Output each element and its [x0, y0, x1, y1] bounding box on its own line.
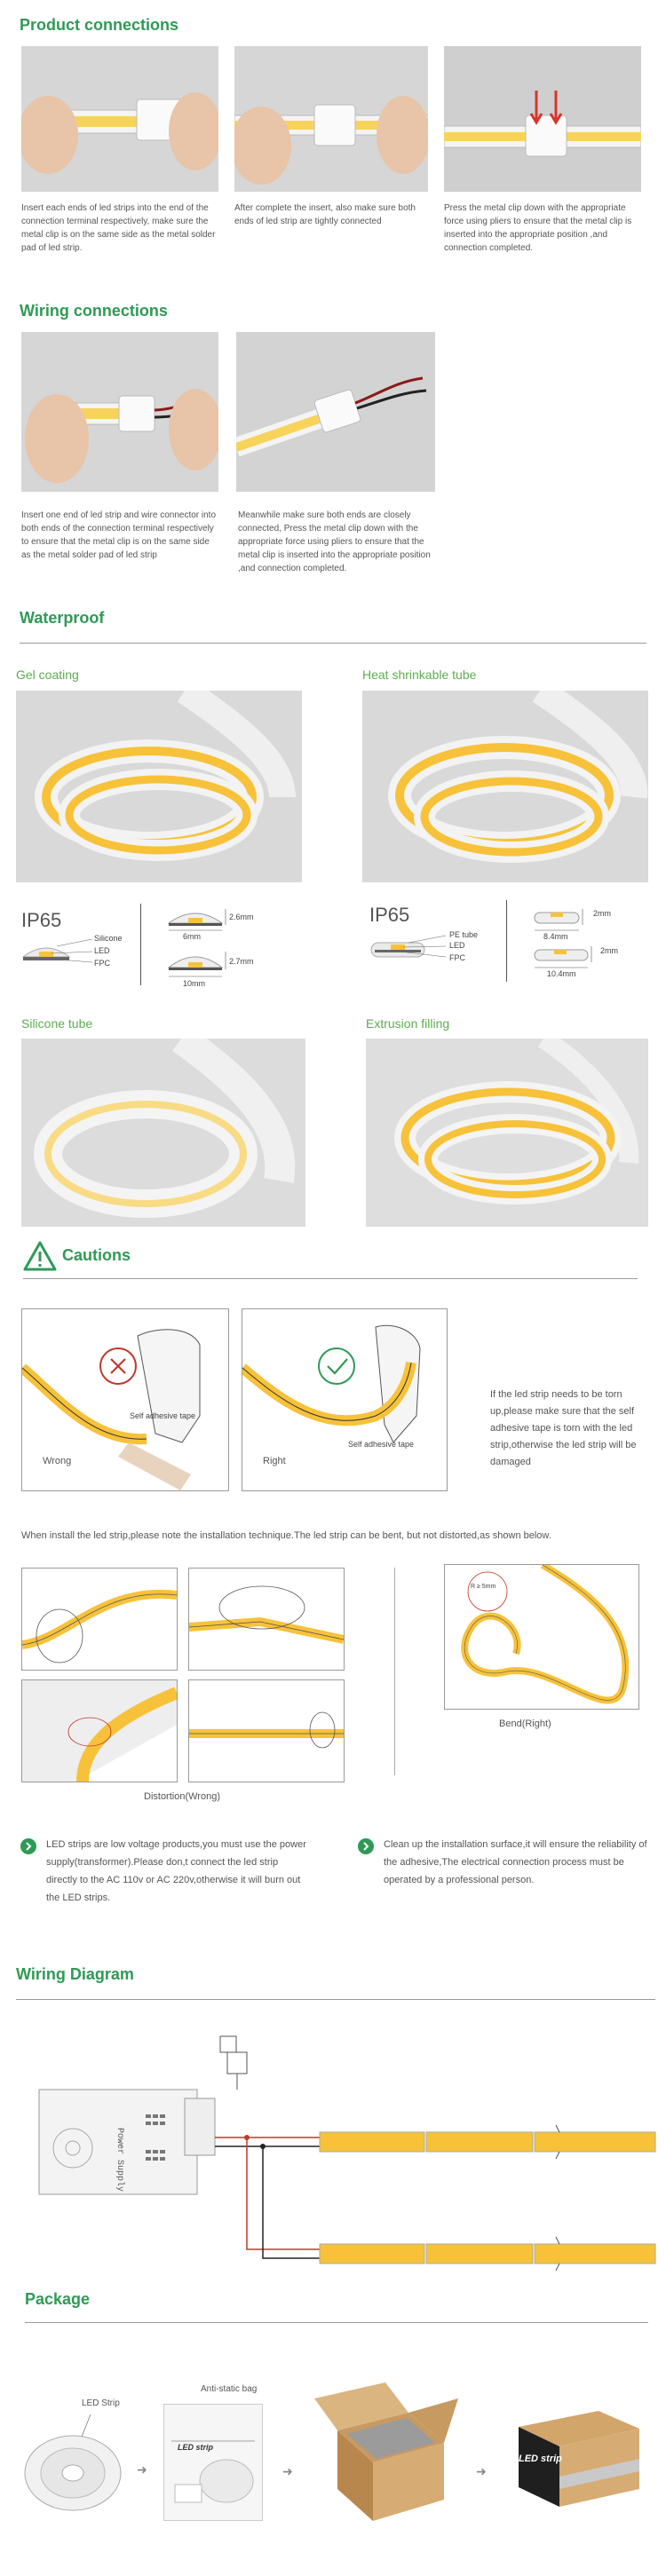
package-title: Package	[25, 2290, 91, 2308]
wiring-diagram	[36, 2033, 657, 2290]
distortion-panel-1	[21, 1568, 178, 1671]
led-reel	[21, 2414, 128, 2512]
gel-layer-fpc: FPC	[94, 959, 110, 968]
product-caption-2: After complete the insert, also make sure both ends of led strip are tightly connected	[234, 203, 416, 226]
package-bag-label: Anti-static bag	[201, 2384, 258, 2394]
gel-dim-width-1: 6mm	[183, 932, 201, 941]
product-caption-1: Insert each ends of led strips into the end of the connection terminal respectively, make sure the metal clip is on the same side as the metal solder pad of led strip.	[21, 203, 216, 253]
box-brand: LED strip	[519, 2454, 562, 2464]
distortion-panel-2	[188, 1568, 345, 1671]
heat-shrink-photo	[362, 691, 648, 882]
silicone-tube-photo	[21, 1039, 305, 1227]
distortion-panel-3	[21, 1679, 178, 1782]
distortion-panel-4	[188, 1679, 345, 1782]
heat-dim-width-1: 8.4mm	[543, 932, 568, 941]
arrow-icon-1: ➜	[137, 2462, 147, 2477]
gel-layer-led: LED	[94, 946, 110, 955]
heat-dim-height-1: 2mm	[593, 909, 611, 918]
tape-right-label: Right	[263, 1456, 286, 1466]
tape-right-adhesive-label: Self adhesive tape	[348, 1440, 415, 1449]
gel-ip-rating: IP65	[21, 909, 62, 931]
wiring-diagram-title: Wiring Diagram	[16, 1965, 134, 1983]
wiring-connections-title: Wiring connections	[20, 302, 168, 320]
heat-divider	[506, 900, 507, 982]
waterproof-title: Waterproof	[20, 609, 105, 627]
distortion-label: Distortion(Wrong)	[144, 1791, 220, 1802]
gel-layer-silicone: Silicone	[94, 934, 123, 943]
waterproof-divider	[20, 643, 646, 644]
wiring-caption-2: Meanwhile make sure both ends are closely connected, Press the metal clip down with the appropriate force using pliers to ensure that the metal clip is inserted into the appropriate position ,and connection completed.	[238, 510, 431, 573]
arrow-icon-2: ➜	[282, 2464, 293, 2478]
torn-note: If the led strip needs to be torn up,please make sure that the self adhesive tape is torn with the led strip,otherwise the led strip will be damaged	[490, 1389, 637, 1467]
tape-wrong-label: Wrong	[43, 1456, 72, 1466]
heat-layer-led: LED	[449, 941, 465, 950]
heat-dim-width-2: 10.4mm	[547, 969, 576, 978]
bullet-2-icon	[357, 1837, 375, 1855]
bend-radius-label: R ≥ 5mm	[471, 1584, 496, 1590]
product-photo-press	[444, 46, 641, 192]
heat-ip-rating: IP65	[369, 904, 410, 926]
heat-layer-fpc: FPC	[449, 953, 465, 962]
package-divider	[25, 2322, 648, 2323]
warning-icon	[23, 1241, 57, 1271]
wiring-photo-connected	[236, 332, 435, 492]
bend-label: Bend(Right)	[499, 1719, 551, 1729]
extrusion-label: Extrusion filling	[366, 1016, 450, 1031]
bullet-2-text: Clean up the installation surface,it will ensure the reliability of the adhesive,The electrical connection process must be operated by a professional person.	[384, 1839, 647, 1885]
product-photo-connected	[234, 46, 428, 192]
tape-wrong-adhesive-label: Self adhesive tape	[130, 1411, 196, 1420]
package-reel-label: LED Strip	[82, 2398, 120, 2408]
heat-shrink-label: Heat shrinkable tube	[362, 668, 477, 682]
distortion-bend-divider	[394, 1568, 395, 1775]
gel-dim-height-2: 2.7mm	[229, 957, 254, 966]
wiring-diagram-divider	[16, 1999, 655, 2000]
bag-brand: LED strip	[178, 2443, 214, 2452]
product-connections-title: Product connections	[20, 16, 179, 34]
gel-coating-label: Gel coating	[16, 668, 79, 682]
anti-static-bag	[163, 2404, 263, 2521]
gel-coating-photo	[16, 691, 302, 882]
heat-dim-height-2: 2mm	[600, 946, 618, 955]
open-box	[311, 2381, 462, 2523]
gel-dimension-drawing	[165, 904, 272, 992]
extrusion-photo	[366, 1039, 648, 1227]
cautions-divider	[23, 1278, 638, 1279]
wiring-photo-insert	[21, 332, 218, 492]
install-note: When install the led strip,please note the installation technique.The led strip can be bent, but not distorted,as shown below.	[21, 1530, 551, 1541]
bullet-1-icon	[20, 1837, 37, 1855]
wiring-caption-1: Insert one end of led strip and wire connector into both ends of the connection terminal respectively to ensure that the metal clip is on the same side as the metal solder pad of led strip	[21, 510, 217, 560]
silicone-tube-label: Silicone tube	[21, 1016, 93, 1031]
product-caption-3: Press the metal clip down with the appropriate force using pliers to ensure that the metal clip is inserted into the appropriate position ,and connection completed.	[444, 203, 632, 253]
gel-divider	[140, 904, 141, 985]
product-photo-insert	[21, 46, 218, 192]
heat-layer-pe: PE tube	[449, 930, 479, 939]
arrow-icon-3: ➜	[476, 2464, 487, 2478]
cautions-title: Cautions	[62, 1246, 131, 1264]
power-supply-label: Power Supply	[115, 2128, 124, 2193]
gel-dim-width-2: 10mm	[183, 979, 206, 988]
gel-dim-height-1: 2.6mm	[229, 913, 254, 921]
bullet-1-text: LED strips are low voltage products,you must use the power supply(transformer).Please don,t connect the led strip directly to the AC 110v or AC 220v,otherwise it will burn out the LED strips.	[46, 1839, 306, 1903]
